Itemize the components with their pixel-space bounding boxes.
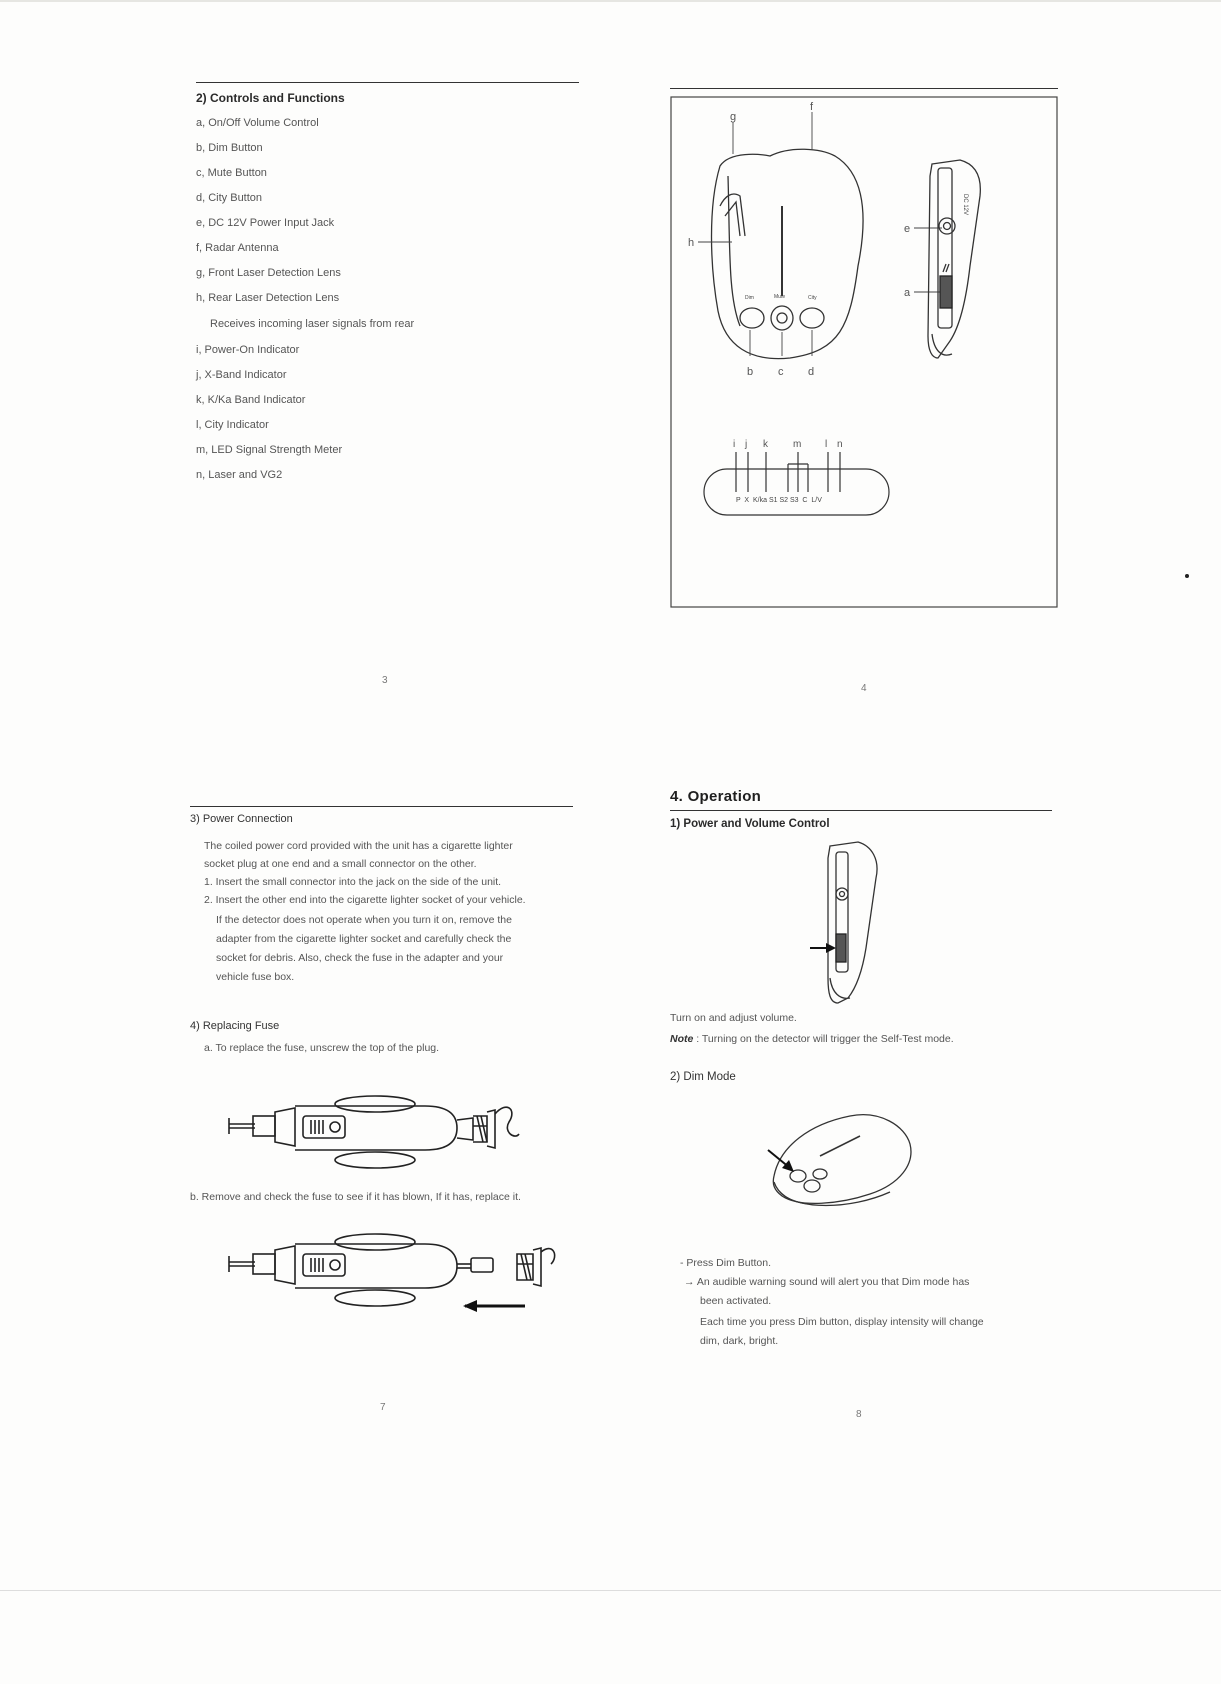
callout-d: d — [808, 366, 815, 378]
indicator-m: m — [793, 439, 802, 450]
callout-a: a — [904, 287, 911, 299]
list-item: n, Laser and VG2 — [196, 469, 283, 481]
fuse-step-a: a. To replace the fuse, unscrew the top of the plug. — [204, 1042, 440, 1054]
callout-g: g — [730, 111, 737, 123]
page-4-rule — [670, 88, 1058, 89]
page-7-rule — [190, 806, 573, 807]
page-number: 8 — [856, 1409, 862, 1420]
indicator-j: j — [745, 439, 748, 450]
indicator-l: l — [825, 439, 828, 450]
note-label: Note — [670, 1033, 694, 1045]
dim-label: Dim — [745, 295, 754, 301]
fuse-plug-illustration-closed — [225, 1090, 525, 1176]
list-item: h, Rear Laser Detection Lens — [196, 292, 340, 304]
list-item: a, On/Off Volume Control — [196, 117, 319, 129]
dim-mode-illustration — [760, 1106, 920, 1216]
list-item: m, LED Signal Strength Meter — [196, 444, 343, 456]
power-volume-title: 1) Power and Volume Control — [670, 818, 830, 830]
paragraph-line: adapter from the cigarette lighter socket and carefully check the — [216, 933, 512, 945]
operation-heading: 4. Operation — [670, 788, 762, 805]
detector-side-illustration — [928, 160, 980, 358]
page-number: 4 — [861, 683, 867, 694]
paragraph-line: socket for debris. Also, check the fuse in the adapter and your — [216, 952, 504, 964]
list-item: d, City Button — [196, 192, 263, 204]
callout-e: e — [904, 223, 911, 235]
list-item: l, City Indicator — [196, 419, 269, 431]
indicator-n: n — [837, 439, 843, 450]
dim-step: Each time you press Dim button, display intensity will change — [700, 1316, 984, 1328]
volume-control-illustration — [808, 838, 898, 1006]
controls-diagram — [670, 96, 1060, 610]
replacing-fuse-title: 4) Replacing Fuse — [190, 1020, 280, 1032]
list-item: k, K/Ka Band Indicator — [196, 394, 306, 406]
list-item: f, Radar Antenna — [196, 242, 279, 254]
callout-letters — [688, 101, 911, 378]
city-label: City — [808, 295, 817, 301]
button-labels — [745, 294, 817, 301]
paragraph-line: 1. Insert the small connector into the jack on the side of the unit. — [204, 876, 502, 888]
scan-top-edge — [0, 0, 1221, 2]
side-dc12v-label: DC 12V — [962, 194, 968, 216]
paragraph-line: vehicle fuse box. — [216, 971, 295, 983]
list-item: e, DC 12V Power Input Jack — [196, 217, 335, 229]
list-item-sub: Receives incoming laser signals from rear — [210, 318, 415, 330]
page-number: 3 — [382, 675, 388, 686]
paragraph-line: socket plug at one end and a small connector on the other. — [204, 858, 477, 870]
callout-f: f — [810, 101, 814, 113]
callout-b: b — [747, 366, 754, 378]
note-line — [670, 1033, 954, 1045]
dim-step: - Press Dim Button. — [680, 1257, 772, 1269]
list-item: b, Dim Button — [196, 142, 263, 154]
indicator-i: i — [733, 439, 736, 450]
list-item: j, X-Band Indicator — [196, 369, 287, 381]
list-item: g, Front Laser Detection Lens — [196, 267, 341, 279]
scan-speck — [1185, 574, 1189, 578]
indicator-callouts — [733, 439, 843, 450]
dim-step: been activated. — [700, 1295, 772, 1307]
dim-step: dim, dark, bright. — [700, 1335, 779, 1347]
detector-front-illustration — [712, 149, 864, 358]
page-number: 7 — [380, 1402, 386, 1413]
dim-mode-title: 2) Dim Mode — [670, 1071, 736, 1083]
page-3-rule — [196, 82, 579, 83]
controls-functions-title: 2) Controls and Functions — [196, 91, 345, 105]
dim-step: → An audible warning sound will alert you that Dim mode has — [684, 1276, 970, 1288]
fuse-step-b: b. Remove and check the fuse to see if it has blown, If it has, replace it. — [190, 1191, 521, 1203]
paragraph-line: If the detector does not operate when you turn it on, remove the — [216, 914, 512, 926]
note-text: : Turning on the detector will trigger the Self-Test mode. — [693, 1033, 954, 1045]
scan-bottom-edge — [0, 1590, 1221, 1591]
callout-h: h — [688, 237, 695, 249]
mute-label: Mute — [774, 294, 786, 300]
indicator-panel — [704, 452, 889, 515]
page-8-rule — [670, 810, 1052, 811]
list-item: c, Mute Button — [196, 167, 267, 179]
indicator-panel-text: P X K/ka S1 S2 S3 C L/V — [736, 497, 822, 504]
fuse-plug-illustration-open — [225, 1228, 565, 1318]
power-connection-title: 3) Power Connection — [190, 813, 293, 825]
indicator-k: k — [763, 439, 768, 450]
paragraph-line: 2. Insert the other end into the cigarette lighter socket of your vehicle. — [204, 894, 526, 906]
list-item: i, Power-On Indicator — [196, 344, 300, 356]
paragraph-line: The coiled power cord provided with the unit has a cigarette lighter — [204, 840, 513, 852]
callout-c: c — [778, 366, 784, 378]
turn-on-text: Turn on and adjust volume. — [670, 1012, 797, 1024]
